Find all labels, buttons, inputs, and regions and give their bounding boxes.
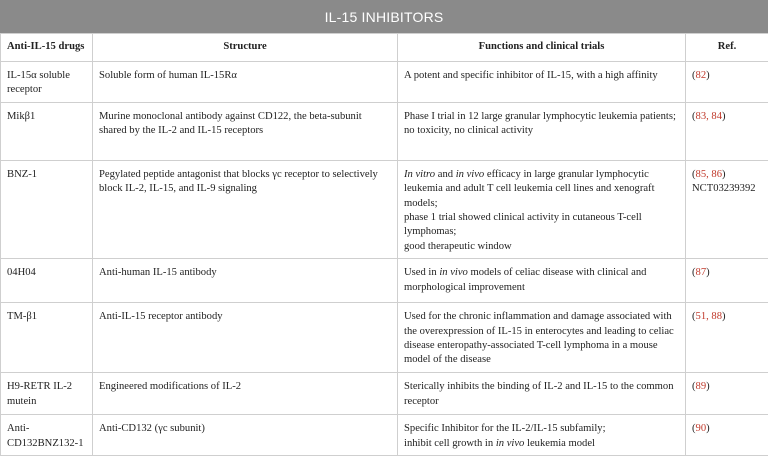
function-line: Phase I trial in 12 large granular lymphocytic leukemia patients; — [404, 110, 679, 124]
drug-name: Anti-CD132BNZ132-1 — [1, 415, 93, 456]
column-header-functions: Functions and clinical trials — [398, 34, 686, 62]
ref-link[interactable]: 89 — [696, 381, 707, 392]
table-title: IL-15 INHIBITORS — [0, 0, 768, 33]
table-row — [1, 102, 768, 160]
table-row — [1, 62, 768, 103]
drug-functions: A potent and specific inhibitor of IL-15, with a high affinity — [398, 62, 686, 103]
drug-name: BNZ-1 — [1, 160, 93, 258]
drug-name: IL-15α soluble receptor — [1, 62, 93, 103]
drug-ref: (85, 86) NCT03239392 — [686, 160, 768, 258]
table-row — [1, 160, 768, 258]
table-row — [1, 373, 768, 415]
function-line: Specific Inhibitor for the IL-2/IL-15 subfamily; — [404, 422, 679, 436]
function-line: In vitro and in vivo efficacy in large granular lymphocytic leukemia and adult T cell leukemia cell lines and xenograft models; — [404, 168, 679, 211]
drug-structure: Anti-IL-15 receptor antibody — [93, 303, 398, 373]
function-line: phase 1 trial showed clinical activity in cutaneous T-cell lymphomas; — [404, 211, 679, 240]
function-line: good therapeutic window — [404, 240, 679, 254]
drug-functions — [398, 415, 686, 456]
column-header-ref: Ref. — [686, 34, 768, 62]
drug-ref: (89) — [686, 373, 768, 415]
drug-ref: (82) — [686, 62, 768, 103]
ref-link[interactable]: 90 — [696, 423, 707, 434]
column-header-structure: Structure — [93, 34, 398, 62]
drug-structure: Pegylated peptide antagonist that blocks γc receptor to selectively block IL-2, IL-15, and IL-9 signaling — [93, 160, 398, 258]
drug-structure: Engineered modifications of IL-2 — [93, 373, 398, 415]
ref-link[interactable]: 87 — [696, 267, 707, 278]
drug-ref: (51, 88) — [686, 303, 768, 373]
trial-id: NCT03239392 — [692, 182, 762, 196]
drug-functions: Sterically inhibits the binding of IL-2 and IL-15 to the common receptor — [398, 373, 686, 415]
ref-link[interactable]: 85, 86 — [696, 169, 722, 180]
drug-functions: Used in in vivo models of celiac disease with clinical and morphological improvement — [398, 259, 686, 303]
drug-ref: (83, 84) — [686, 102, 768, 160]
drug-functions — [398, 102, 686, 160]
drug-name: 04H04 — [1, 259, 93, 303]
column-header-drugs: Anti-IL-15 drugs — [1, 34, 93, 62]
table-header-row — [1, 34, 768, 62]
drug-structure: Anti-CD132 (γc subunit) — [93, 415, 398, 456]
drug-name: H9-RETR IL-2 mutein — [1, 373, 93, 415]
table-row — [1, 415, 768, 456]
drug-structure: Murine monoclonal antibody against CD122, the beta-subunit shared by the IL-2 and IL-15 receptors — [93, 102, 398, 160]
drug-functions — [398, 160, 686, 258]
drug-ref: (90) — [686, 415, 768, 456]
drug-name: TM-β1 — [1, 303, 93, 373]
drug-structure: Soluble form of human IL-15Rα — [93, 62, 398, 103]
drug-ref: (87) — [686, 259, 768, 303]
drug-functions: Used for the chronic inflammation and damage associated with the overexpression of IL-15 in enterocytes and leading to celiac disease enteropathy-associated T-cell lymphoma in a mouse model of the disease — [398, 303, 686, 373]
inhibitors-table — [0, 33, 768, 456]
drug-structure: Anti-human IL-15 antibody — [93, 259, 398, 303]
table-row — [1, 259, 768, 303]
drug-name: Mikβ1 — [1, 102, 93, 160]
table-row — [1, 303, 768, 373]
ref-link[interactable]: 82 — [696, 70, 707, 81]
function-line: inhibit cell growth in in vivo leukemia model — [404, 437, 679, 451]
function-line: no toxicity, no clinical activity — [404, 124, 679, 138]
ref-link[interactable]: 83, 84 — [696, 111, 722, 122]
ref-link[interactable]: 51, 88 — [696, 311, 722, 322]
